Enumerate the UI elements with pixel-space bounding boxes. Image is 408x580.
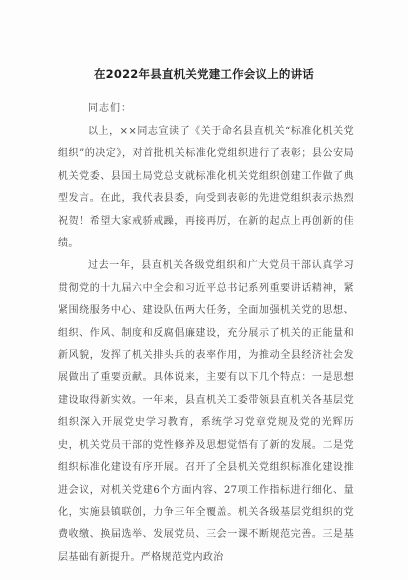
document-body bbox=[58, 121, 354, 569]
paragraph: 以上，××同志宣读了《关于命名县直机关“标准化机关党组织”的决定》，对首批机关标准化党组织进行了表彰；县公安局机关党委、县国土局党总支就标准化机关党组织创建工作做了典型发言。在此，我代表县委，向受到表彰的先进党组织表示热烈祝贺！希望大家戒骄戒躁，再接再厉，在新的起点上再创新的佳绩。 bbox=[58, 126, 354, 250]
paragraph: 过去一年，县直机关各级党组织和广大党员干部认真学习贯彻党的十九届六中全会和习近平总书记系列重要讲话精神，紧紧围绕服务中心、建设队伍两大任务，全面加强机关党的思想、组织、作风、制度和反腐倡廉建设，充分展示了机关的正能量和新风貌，发挥了机关排头兵的表率作用，为推动全县经济社会发展做出了重要贡献。具体说来，主要有以下几个特点：一是思想建设取得新实效。一年来，县直机关工委带领县直机关各基层党组织深入开展党史学习教育，系统学习党章党规及党的光辉历史，机关党员干部的党性修养及思想觉悟有了新的发展。二是党组织标准化建设有序开展。召开了全县机关党组织标准化建设推进会议，对机关党建6个方面内容、27项工作指标进行细化、量化，实施县镇联创，力争三年全覆盖。机关各级基层党组织的党费收缴、换届选举、发展党员、三会一课不断规范完善。三是基层基础有新提升。严格规范党内政治 bbox=[58, 260, 354, 563]
document-title: 在2022年县直机关党建工作会议上的讲话 bbox=[93, 67, 314, 81]
salutation: 同志们： bbox=[88, 103, 132, 114]
